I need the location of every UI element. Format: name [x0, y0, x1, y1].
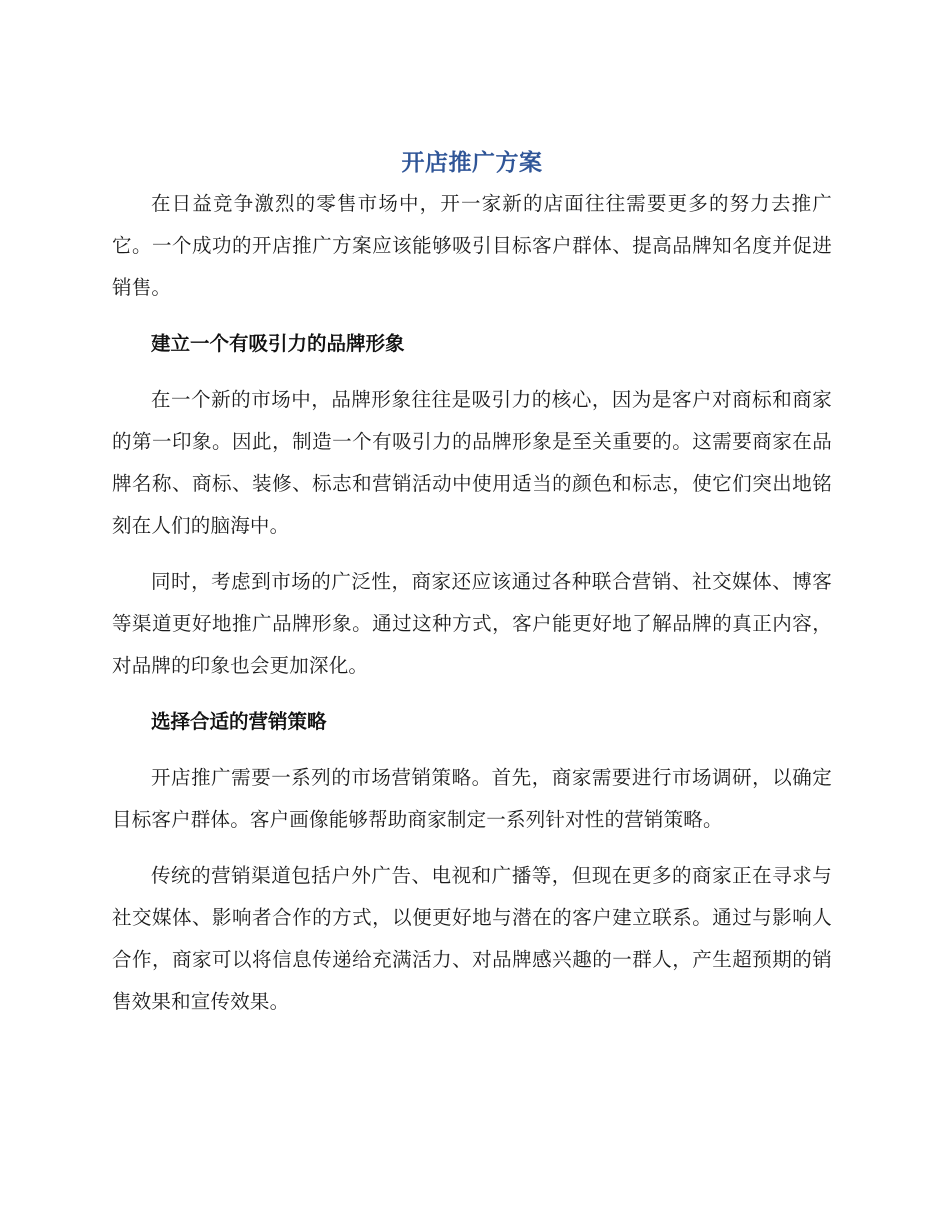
- brand-image-paragraph-2: 同时，考虑到市场的广泛性，商家还应该通过各种联合营销、社交媒体、博客等渠道更好地推广品牌形象。通过这种方式，客户能更好地了解品牌的真正内容，对品牌的印象也会更加深化。: [112, 570, 832, 677]
- marketing-strategy-paragraph-1: 开店推广需要一系列的市场营销策略。首先，商家需要进行市场调研，以确定目标客户群体。客户画像能够帮助商家制定一系列针对性的营销策略。: [112, 766, 832, 831]
- section-heading-marketing-strategy: 选择合适的营销策略: [151, 710, 327, 733]
- intro-paragraph: 在日益竞争激烈的零售市场中，开一家新的店面往往需要更多的努力去推广它。一个成功的开店推广方案应该能够吸引目标客户群体、提高品牌知名度并促进销售。: [112, 192, 832, 299]
- document-title: 开店推广方案: [401, 150, 543, 176]
- document-body: [112, 143, 832, 1037]
- marketing-strategy-paragraph-2: 传统的营销渠道包括户外广告、电视和广播等，但现在更多的商家正在寻求与社交媒体、影响者合作的方式，以便更好地与潜在的客户建立联系。通过与影响人合作，商家可以将信息传递给充满活力、对品牌感兴趣的一群人，产生超预期的销售效果和宣传效果。: [112, 864, 832, 1013]
- brand-image-paragraph-1: 在一个新的市场中，品牌形象往往是吸引力的核心，因为是客户对商标和商家的第一印象。因此，制造一个有吸引力的品牌形象是至关重要的。这需要商家在品牌名称、商标、装修、标志和营销活动中使用适当的颜色和标志，使它们突出地铭刻在人们的脑海中。: [112, 388, 832, 537]
- section-heading-brand-image: 建立一个有吸引力的品牌形象: [151, 332, 405, 355]
